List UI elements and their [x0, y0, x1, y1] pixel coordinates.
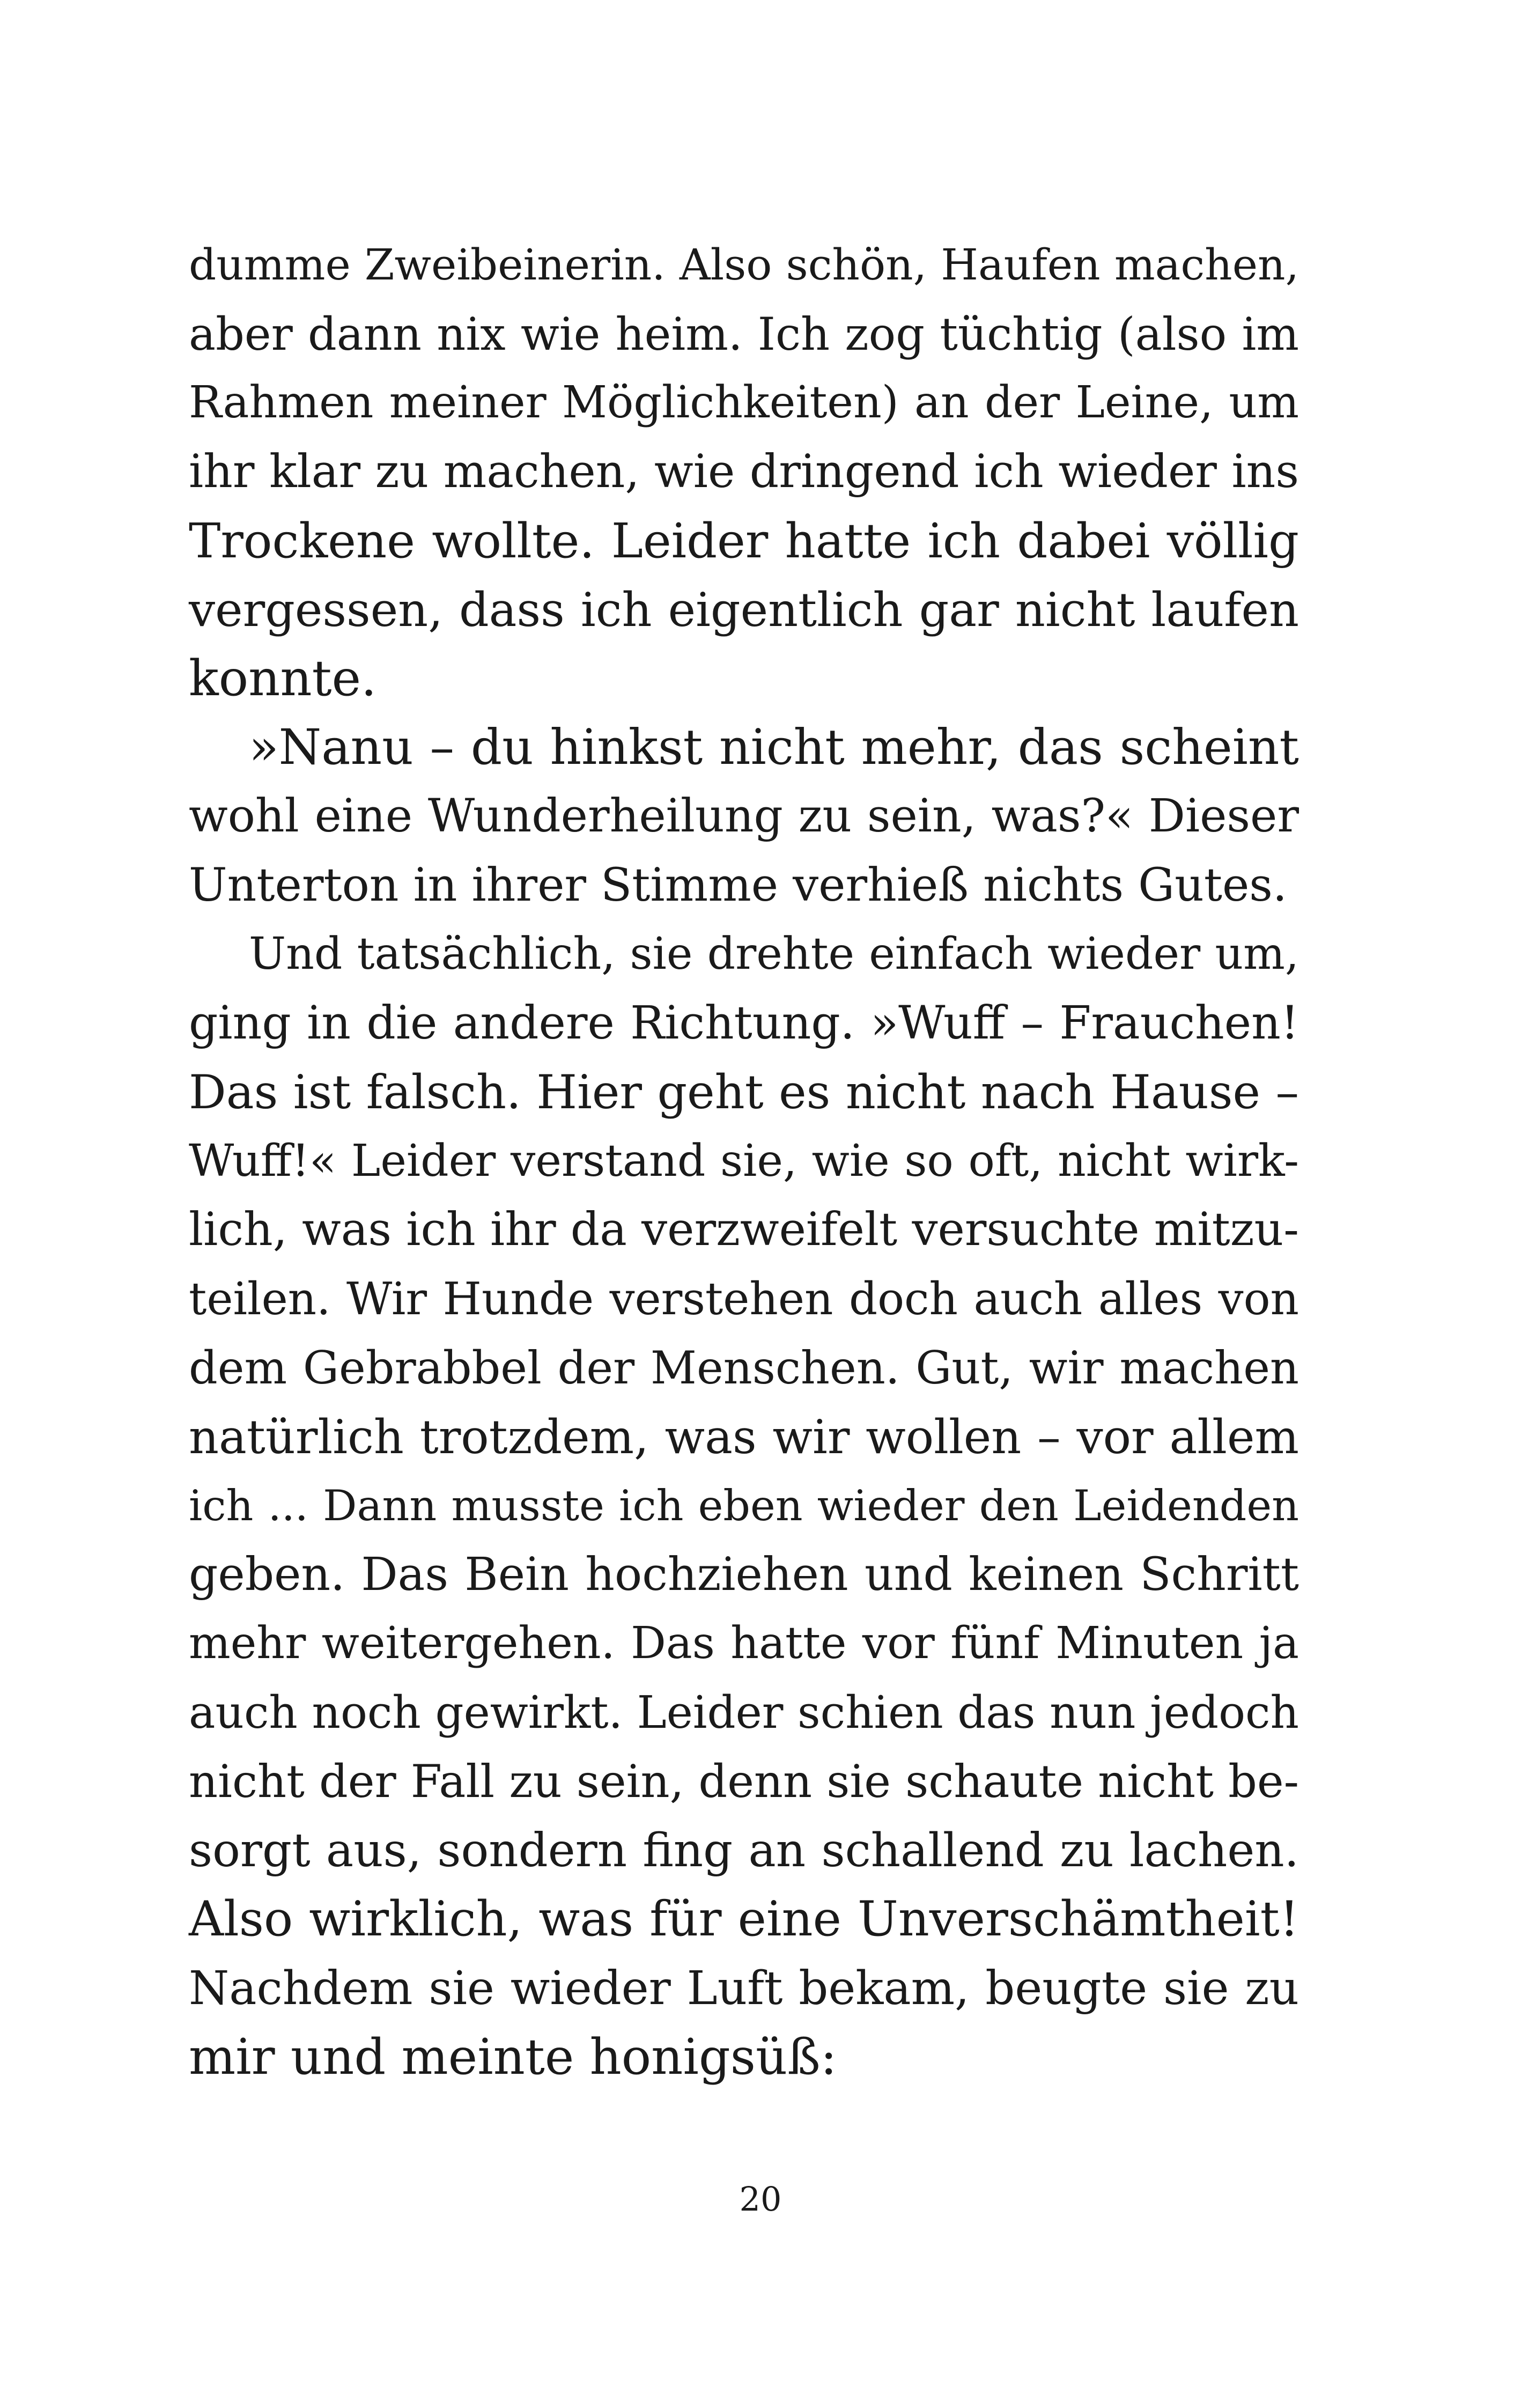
text-line: Also wirklich, was für eine Unverschämtheit! [189, 1891, 1299, 1947]
paragraph-3 [189, 920, 1299, 2092]
text-line: sorgt aus, sondern fing an schallend zu lachen. [189, 1823, 1299, 1877]
text-line: Wuff!« Leider verstand sie, wie so oft, nicht wirk- [189, 1135, 1299, 1187]
text-line: Das ist falsch. Hier geht es nicht nach Hause – [189, 1065, 1299, 1120]
paragraph-1 [189, 231, 1299, 713]
text-line: vergessen, dass ich eigentlich gar nicht laufen [189, 582, 1299, 637]
text-line: Rahmen meiner Möglichkeiten) an der Leine, um [189, 377, 1299, 428]
text-line: konnte. [189, 650, 377, 707]
text-line: Trockene wollte. Leider hatte ich dabei völlig [189, 513, 1299, 569]
text-line: ihr klar zu machen, wie dringend ich wieder ins [189, 445, 1299, 498]
text-line: mir und meinte honigsüß: [189, 2028, 837, 2086]
text-line: natürlich trotzdem, was wir wollen – vor allem [189, 1409, 1299, 1464]
text-line: wohl eine Wunderheilung zu sein, was?« Dieser [189, 790, 1299, 843]
text-line: geben. Das Bein hochziehen und keinen Schritt [189, 1548, 1299, 1601]
text-line: Nachdem sie wieder Luft bekam, beugte sie zu [189, 1961, 1299, 2015]
text-line: mehr weitergehen. Das hatte vor fünf Minuten ja [189, 1618, 1299, 1669]
text-line: teilen. Wir Hunde verstehen doch auch alles von [189, 1272, 1299, 1325]
body-text [189, 231, 1299, 2092]
text-line: ich ... Dann musste ich eben wieder den Leidenden [189, 1481, 1299, 1530]
text-line: lich, was ich ihr da verzweifelt versuchte mitzu- [189, 1203, 1299, 1256]
text-line: nicht der Fall zu sein, denn sie schaute nicht be- [189, 1755, 1299, 1808]
text-line: ging in die andere Richtung. »Wuff – Frauchen! [189, 996, 1299, 1050]
paragraph-2 [189, 713, 1299, 921]
text-line: auch noch gewirkt. Leider schien das nun jedoch [189, 1686, 1299, 1739]
text-line: Und tatsächlich, sie drehte einfach wieder um, [249, 929, 1299, 980]
text-line: aber dann nix wie heim. Ich zog tüchtig (also im [189, 307, 1299, 360]
text-line: Unterton in ihrer Stimme verhieß nichts Gutes. [189, 858, 1287, 912]
text-line: dumme Zweibeinerin. Also schön, Haufen machen, [189, 240, 1299, 290]
text-line: dem Gebrabbel der Menschen. Gut, wir machen [189, 1342, 1299, 1394]
page-number: 20 [739, 2179, 782, 2219]
text-line: »Nanu – du hinkst nicht mehr, das scheint [249, 719, 1299, 776]
